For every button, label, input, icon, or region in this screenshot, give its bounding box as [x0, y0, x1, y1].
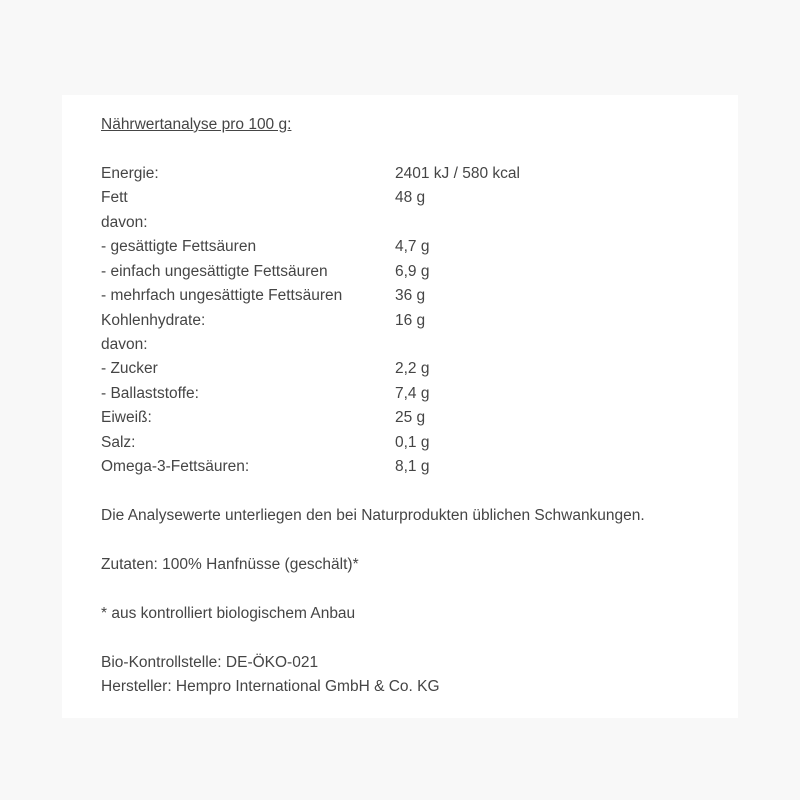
nutrition-row: [101, 455, 645, 479]
organic-footnote: * aus kontrolliert biologischem Anbau: [101, 604, 356, 622]
nutrient-label: - Ballaststoffe:: [101, 384, 199, 402]
nutrient-label: davon:: [101, 335, 148, 353]
nutrition-row: [101, 309, 645, 333]
nutrition-row: [101, 211, 645, 235]
nutrition-row: [101, 357, 645, 381]
nutrient-label: Kohlenhydrate:: [101, 311, 206, 329]
control-body: Bio-Kontrollstelle: DE-ÖKO-021: [101, 653, 319, 671]
nutrient-value: 2401 kJ / 580 kcal: [395, 164, 520, 182]
nutrient-value: 4,7 g: [395, 238, 430, 256]
nutrition-row: [101, 162, 645, 186]
nutrient-value: 25 g: [395, 409, 426, 427]
nutrient-label: - mehrfach ungesättigte Fettsäuren: [101, 287, 343, 305]
nutrient-value: 48 g: [395, 189, 426, 207]
analysis-note: Die Analysewerte unterliegen den bei Naturprodukten üblichen Schwankungen.: [101, 507, 645, 524]
ingredients: Zutaten: 100% Hanfnüsse (geschält)*: [101, 555, 359, 573]
nutrient-value: 16 g: [395, 311, 426, 329]
nutrition-title: Nährwertanalyse pro 100 g:: [101, 116, 292, 133]
nutrition-row: [101, 235, 645, 259]
nutrient-label: Energie:: [101, 164, 159, 182]
nutrient-label: Omega-3-Fettsäuren:: [101, 458, 250, 476]
nutrient-label: Fett: [101, 189, 128, 207]
nutrition-row: [101, 333, 645, 357]
nutrient-value: 8,1 g: [395, 458, 430, 476]
nutrient-value: 36 g: [395, 287, 426, 305]
nutrient-value: 7,4 g: [395, 384, 430, 402]
nutrient-value: 6,9 g: [395, 262, 430, 280]
nutrient-label: - gesättigte Fettsäuren: [101, 238, 257, 256]
manufacturer: Hersteller: Hempro International GmbH & Co. KG: [101, 678, 440, 696]
nutrition-row: [101, 406, 645, 430]
nutrient-value: 2,2 g: [395, 360, 430, 378]
nutrition-row: [101, 382, 645, 406]
nutrition-table: [101, 162, 645, 480]
nutrition-row: [101, 431, 645, 455]
nutrient-value: 0,1 g: [395, 433, 430, 451]
nutrition-row: [101, 186, 645, 210]
nutrition-row: [101, 284, 645, 308]
nutrient-label: Salz:: [101, 433, 136, 451]
nutrition-content: [101, 113, 645, 700]
nutrient-label: - einfach ungesättigte Fettsäuren: [101, 262, 328, 280]
nutrient-label: - Zucker: [101, 360, 158, 378]
nutrient-label: davon:: [101, 213, 148, 231]
nutrient-label: Eiweiß:: [101, 409, 152, 427]
nutrition-row: [101, 260, 645, 284]
